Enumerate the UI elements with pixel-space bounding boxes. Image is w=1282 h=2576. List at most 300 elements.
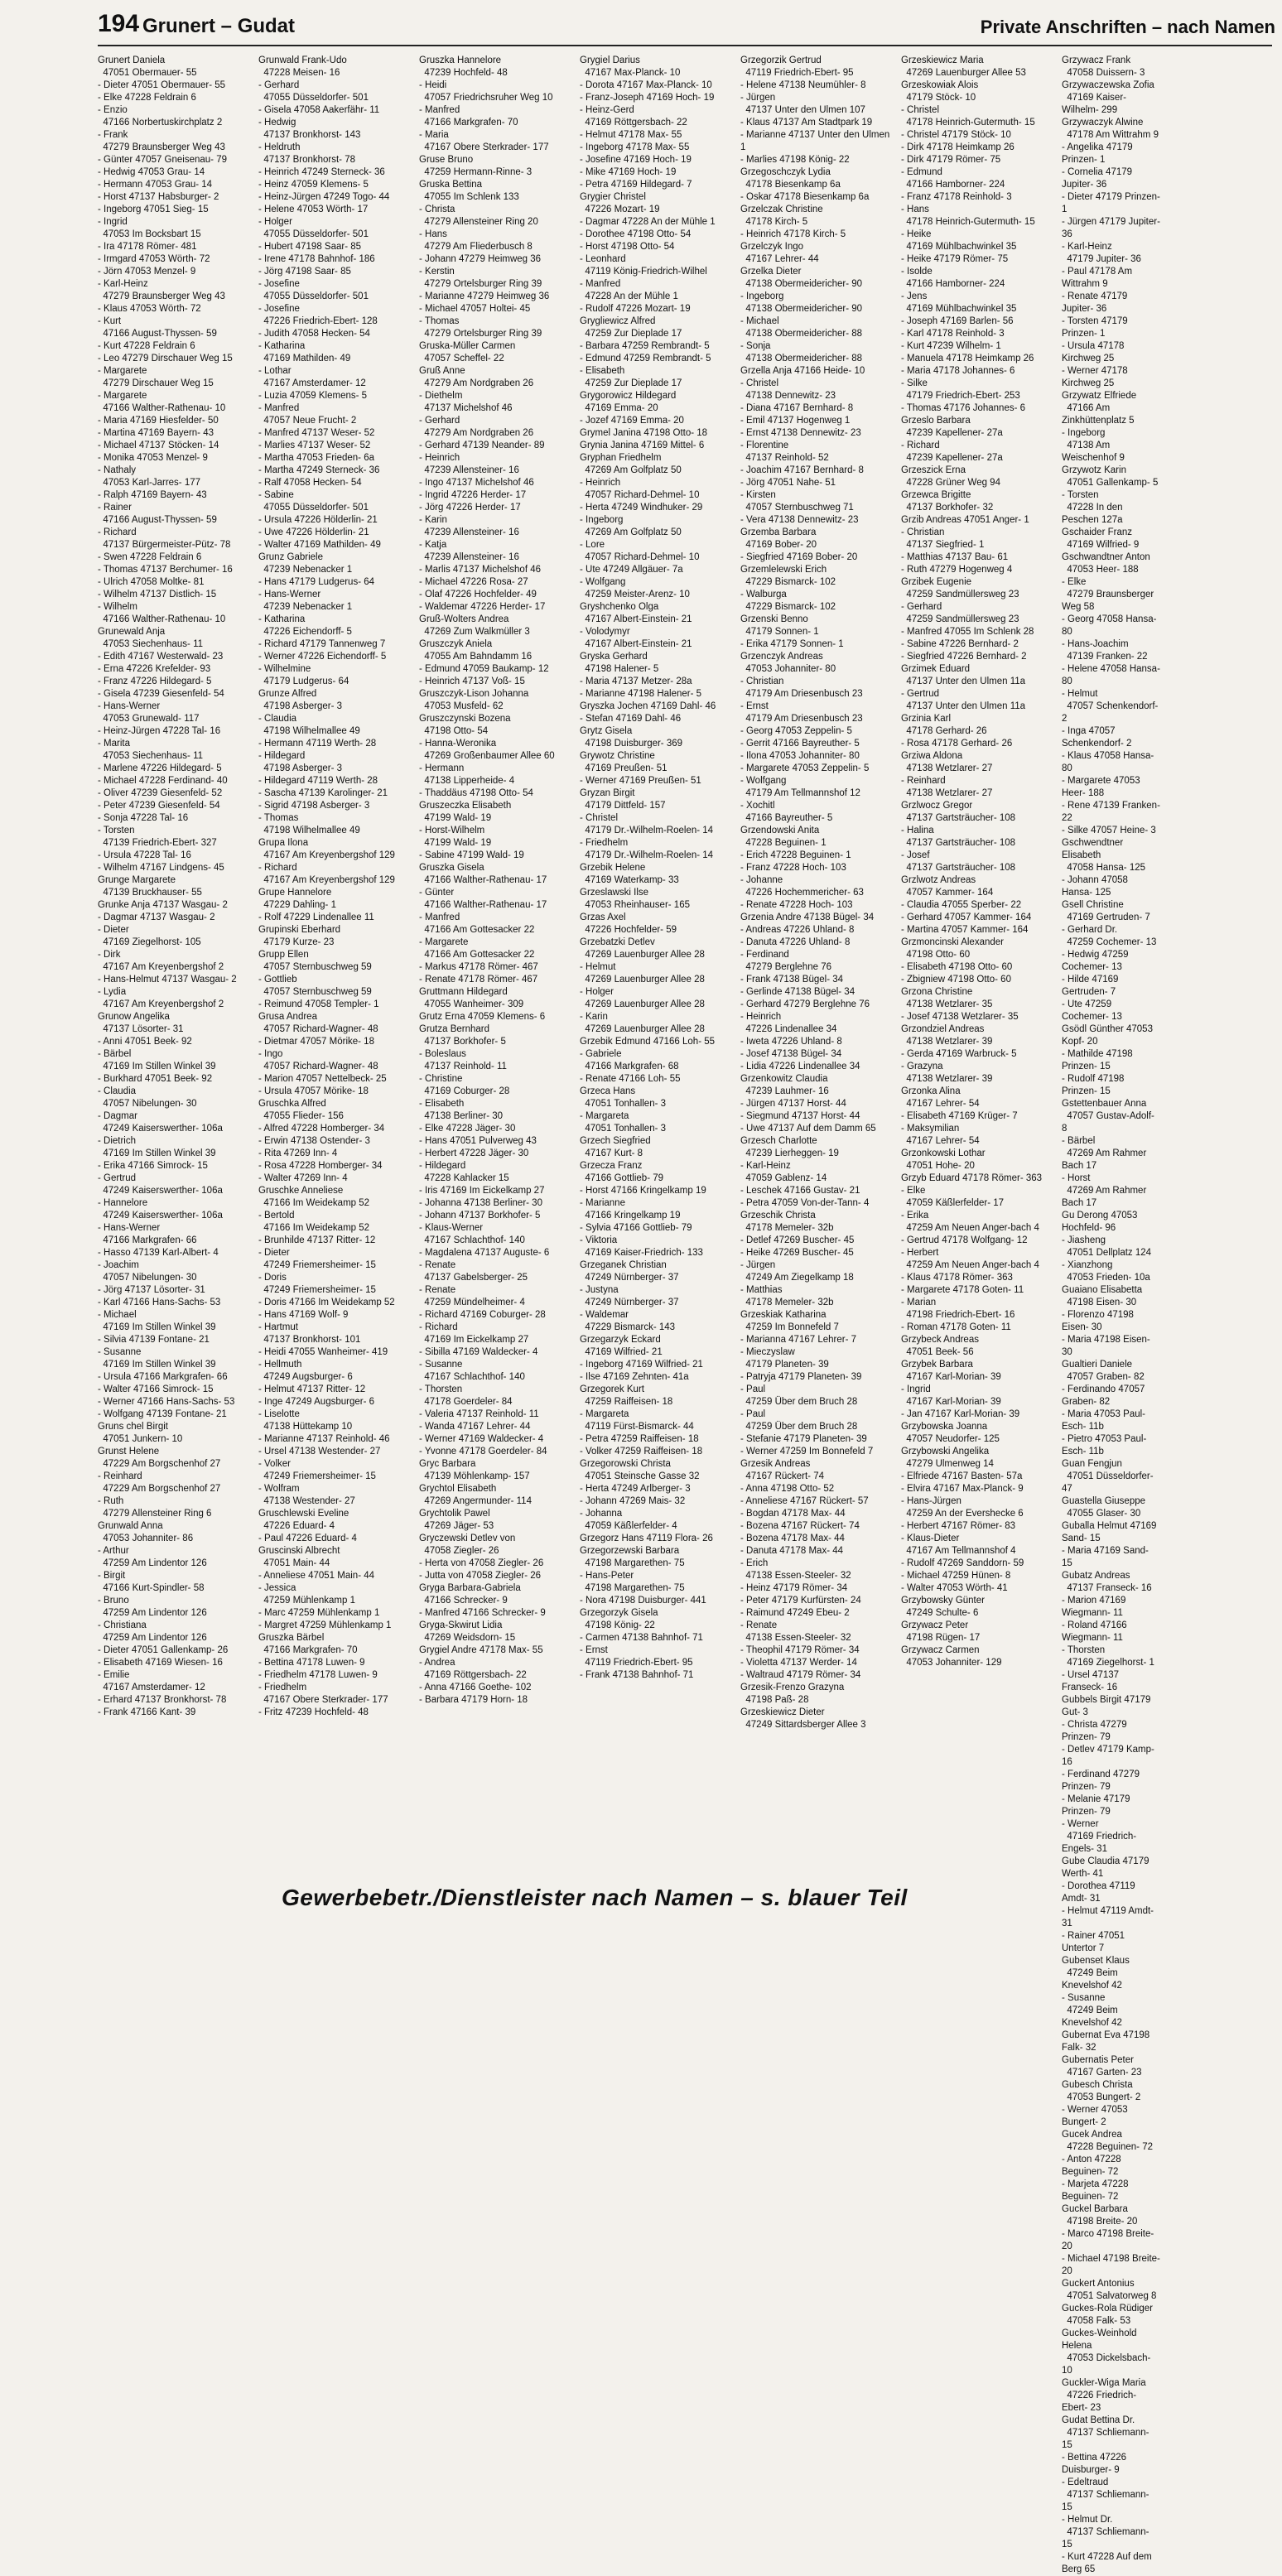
directory-entry: 47239 Allensteiner- 16	[419, 527, 519, 537]
directory-entry: 47057 Neue Frucht- 2	[258, 416, 357, 426]
directory-entry: - Ira 47178 Römer- 481	[98, 242, 197, 252]
directory-entry: 47249 Kaiserswerther- 106a	[98, 1211, 223, 1221]
directory-entry: Grunert Daniela	[98, 55, 166, 65]
directory-entry: - Dieter	[258, 1248, 290, 1258]
directory-entry: - Boleslaus	[419, 1049, 466, 1059]
directory-entry: Grusa Andrea	[258, 1012, 317, 1022]
directory-entry: 47279 Dirschauer Weg 15	[98, 378, 214, 388]
directory-entry: - Helene 47138 Neumühler- 8	[740, 80, 866, 90]
directory-entry: 47167 Rückert- 74	[740, 1471, 825, 1481]
directory-entry: - Heidi 47055 Wanheimer- 419	[258, 1347, 388, 1357]
column-2	[258, 55, 412, 1876]
directory-entry: - Werner 47178 Kirchweg 25	[1062, 366, 1130, 388]
directory-entry: 47259 Im Bonnefeld 7	[740, 1322, 839, 1332]
directory-entry: - Herbert	[901, 1248, 939, 1258]
directory-entry: 47226 Eduard- 4	[258, 1521, 335, 1531]
directory-entry: - Hildegard	[258, 751, 306, 761]
directory-entry: Guckes-Rola Rüdiger	[1062, 2304, 1153, 2314]
directory-entry: - Herta von 47058 Ziegler- 26	[419, 1558, 544, 1568]
directory-entry: Guckler-Wiga Maria	[1062, 2378, 1146, 2388]
directory-entry: - Ingeborg	[580, 515, 624, 525]
directory-entry: - Emil 47137 Hogenweg 1	[740, 416, 851, 426]
directory-entry: Grzybek Barbara	[901, 1360, 973, 1370]
directory-entry: 47259 Mündelheimer- 4	[419, 1298, 525, 1307]
directory-entry: 47169 Mathilden- 49	[258, 354, 351, 364]
directory-entry: Grzeskiewicz Dieter	[740, 1707, 825, 1717]
directory-entry: - Reimund 47058 Templer- 1	[258, 999, 379, 1009]
directory-entry: Guaiano Elisabetta	[1062, 1285, 1143, 1295]
directory-entry: 47178 Kirch- 5	[740, 217, 808, 227]
directory-entry: - Helmut 47137 Ritter- 12	[258, 1384, 366, 1394]
directory-entry: Grzywacz Carmen	[901, 1645, 980, 1655]
directory-entry: 47166 Markgrafen- 70	[419, 118, 518, 128]
directory-entry: - Bettina 47226 Duisburger- 9	[1062, 2453, 1130, 2475]
directory-entry: - Hedwig	[258, 118, 296, 128]
directory-entry: - Michael	[98, 1310, 137, 1320]
directory-entry: - Hartmut	[258, 1322, 298, 1332]
directory-entry: Grzywotz Karin	[1062, 465, 1126, 475]
directory-entry: Guastella Giuseppe	[1062, 1496, 1146, 1506]
directory-entry: - Maria 47169 Hiesfelder- 50	[98, 416, 219, 426]
directory-entry: 47137 Schliemann- 15	[1062, 2428, 1152, 2450]
directory-entry: 47169 Ziegelhorst- 105	[98, 937, 201, 947]
directory-entry: 47228 In den Peschen 127a	[1062, 503, 1125, 525]
directory-entry: 47179 Planeten- 39	[740, 1360, 829, 1370]
directory-entry: 47119 Fürst-Bismarck- 44	[580, 1422, 694, 1432]
directory-entry: - Silvia 47139 Fontane- 21	[98, 1335, 210, 1345]
directory-entry: - Jozef 47169 Emma- 20	[580, 416, 684, 426]
directory-entry: 47166 August-Thyssen- 59	[98, 515, 217, 525]
directory-entry: - Gabriele	[580, 1049, 622, 1059]
directory-entry: - Sonja	[740, 341, 771, 351]
directory-entry: Gruszczyk-Lison Johanna	[419, 689, 529, 699]
directory-entry: - Thomas 47176 Johannes- 6	[901, 403, 1026, 413]
directory-entry: Grzywacz Peter	[901, 1620, 969, 1630]
directory-entry: Grzonka Alina	[901, 1086, 961, 1096]
directory-entry: - Iris 47169 Im Eickelkamp 27	[419, 1186, 545, 1196]
directory-entry: 47167 Albert-Einstein- 21	[580, 614, 692, 624]
directory-entry: 47178 Heinrich-Gutermuth- 15	[901, 118, 1035, 128]
directory-entry: - Torsten 47179 Prinzen- 1	[1062, 316, 1130, 339]
directory-entry: - Susanne	[419, 1360, 463, 1370]
directory-entry: - Elfriede 47167 Basten- 57a	[901, 1471, 1023, 1481]
directory-entry: 47057 Gustav-Adolf- 8	[1062, 1111, 1158, 1134]
directory-entry: Gruscinski Albrecht	[258, 1546, 340, 1556]
directory-entry: 47167 Amsterdamer- 12	[258, 378, 366, 388]
directory-entry: - Xianzhong	[1062, 1260, 1113, 1270]
directory-entry: - Bruno	[98, 1596, 129, 1606]
directory-entry: 47269 Lauenburger Allee 53	[901, 68, 1026, 78]
directory-entry: - Hans-Peter	[580, 1571, 634, 1581]
directory-entry: - Gerhard	[901, 602, 942, 612]
directory-entry: - Franz 47228 Hoch- 103	[740, 863, 846, 873]
directory-entry: - Heinz-Jürgen 47228 Tal- 16	[98, 726, 221, 736]
directory-entry: 47228 Beguinen- 1	[740, 838, 827, 848]
directory-entry: Grzywaczyk Alwine	[1062, 118, 1144, 128]
directory-entry: - Lothar	[258, 366, 292, 376]
directory-entry: - Maria 47053 Paul-Esch- 11b	[1062, 1409, 1145, 1432]
directory-entry: Grygiel Darius	[580, 55, 640, 65]
directory-entry: 47239 Allensteiner- 16	[419, 552, 519, 562]
directory-entry: 47137 Bronkhorst- 143	[258, 130, 361, 140]
directory-entry: - Jürgen	[740, 93, 776, 103]
directory-entry: - Erika 47166 Simrock- 15	[98, 1161, 208, 1171]
directory-entry: - Judith 47058 Hecken- 54	[258, 329, 370, 339]
directory-entry: 47057 Graben- 82	[1062, 1372, 1145, 1382]
directory-entry: - Heike	[901, 229, 932, 239]
directory-entry: - Jürgen 47179 Jupiter- 36	[1062, 217, 1164, 239]
directory-entry: - Emilie	[98, 1670, 130, 1680]
directory-entry: 47249 Friemersheimer- 15	[258, 1285, 376, 1295]
directory-entry: 47169 Im Eickelkamp 27	[419, 1335, 529, 1345]
directory-entry: 47169 Röttgersbach- 22	[580, 118, 687, 128]
directory-entry: - Nora 47198 Duisburger- 441	[580, 1596, 706, 1606]
directory-entry: - Heinrich 47137 Voß- 15	[419, 677, 525, 686]
directory-entry: 47058 Hansa- 125	[1062, 863, 1146, 873]
directory-entry: - Maria	[419, 130, 449, 140]
directory-entry: Gruschlewski Eveline	[258, 1509, 349, 1519]
directory-entry: - Gerhard 47139 Neander- 89	[419, 441, 545, 450]
directory-entry: - Leonhard	[580, 254, 626, 264]
directory-entry: 47198 Margarethen- 75	[580, 1583, 685, 1593]
directory-entry: - Oliver 47239 Giesenfeld- 52	[98, 788, 223, 798]
directory-entry: - Heinrich	[580, 478, 621, 488]
directory-entry: 47139 Möhlenkamp- 157	[419, 1471, 530, 1481]
directory-entry: - Andrea	[419, 1658, 455, 1668]
directory-entry: Grunst Helene	[98, 1447, 160, 1457]
directory-entry: Gu Derong 47053 Hochfeld- 96	[1062, 1211, 1140, 1233]
directory-entry: 47169 Ziegelhorst- 1	[1062, 1658, 1154, 1668]
directory-entry: - Dirk 47179 Römer- 75	[901, 155, 1001, 165]
directory-entry: 47249 Kaiserswerther- 106a	[98, 1186, 223, 1196]
directory-entry: Grzelczak Christine	[740, 205, 823, 214]
directory-entry: - Petra 47259 Raiffeisen- 18	[580, 1434, 699, 1444]
directory-entry: Grutz Erna 47059 Klemens- 6	[419, 1012, 546, 1022]
directory-entry: - Hedwig 47259 Cochemer- 13	[1062, 950, 1131, 972]
directory-entry: 47169 Kaiser-Friedrich- 133	[580, 1248, 703, 1258]
directory-entry: - Marlene 47226 Hildegard- 5	[98, 763, 222, 773]
directory-entry: - Fritz 47239 Hochfeld- 48	[258, 1707, 369, 1717]
directory-entry: 47137 Schliemann- 15	[1062, 2490, 1152, 2512]
directory-entry: 47057 Sternbuschweg 59	[258, 987, 372, 997]
directory-entry: - Marianne 47279 Heimweg 36	[419, 291, 550, 301]
directory-entry: - Manfred	[258, 403, 300, 413]
directory-entry: - Inge 47249 Augsburger- 6	[258, 1397, 375, 1407]
directory-entry: - Dietrich	[98, 1136, 137, 1146]
directory-entry: - Klaus 47058 Hansa- 80	[1062, 751, 1157, 773]
directory-entry: - Ferdinando 47057 Graben- 82	[1062, 1384, 1148, 1407]
directory-entry: - Thorsten	[1062, 1645, 1106, 1655]
directory-entry: 47138 Obermeidericher- 90	[740, 304, 863, 314]
directory-entry: 47137 Bürgermeister-Pütz- 78	[98, 540, 231, 550]
directory-entry: - Sabine 47199 Wald- 19	[419, 850, 524, 860]
directory-entry: Grymel Janina 47198 Otto- 18	[580, 428, 708, 438]
directory-entry: - Erika 47179 Sonnen- 1	[740, 639, 844, 649]
directory-entry: - Paul 47178 Am Wittrahm 9	[1062, 267, 1135, 289]
directory-entry: Gruszka Bärbel	[258, 1633, 325, 1643]
directory-entry: 47169 Bober- 20	[740, 540, 817, 550]
directory-entry: - Martina 47169 Bayern- 43	[98, 428, 214, 438]
directory-entry: - Ernst	[740, 701, 769, 711]
directory-entry: 47138 Am Weischenhof 9	[1062, 441, 1125, 463]
directory-entry: - Rudolf 47226 Mozart- 19	[580, 304, 691, 314]
directory-entry: 47259 Am Lindentor 126	[98, 1608, 207, 1618]
directory-entry: - Florenzo 47198 Eisen- 30	[1062, 1310, 1137, 1332]
directory-entry: 47137 Bronkhorst- 101	[258, 1335, 361, 1345]
directory-entry: 47198 Otto- 54	[419, 726, 489, 736]
directory-entry: 47249 Nürnberger- 37	[580, 1298, 679, 1307]
directory-entry: 47239 Nebenacker 1	[258, 602, 353, 612]
directory-entry: 47279 Ortelsburger Ring 39	[419, 329, 542, 339]
directory-entry: - Siegmund 47137 Horst- 44	[740, 1111, 860, 1121]
directory-entry: 47169 Coburger- 28	[419, 1086, 510, 1096]
directory-entry: 47249 Friemersheimer- 15	[258, 1260, 376, 1270]
directory-entry: 47167 Karl-Morian- 39	[901, 1372, 1001, 1382]
directory-entry: - Markus 47178 Römer- 467	[419, 962, 538, 972]
directory-entry: - Walburga	[740, 590, 787, 599]
directory-entry: 47055 Düsseldorfer- 501	[258, 229, 369, 239]
directory-entry: Gubbels Birgit 47179 Gut- 3	[1062, 1695, 1154, 1717]
directory-entry: - Marianne 47137 Unter den Ulmen 1	[740, 130, 893, 152]
directory-entry: Gruska-Müller Carmen	[419, 341, 516, 351]
directory-entry: Gualtieri Daniele	[1062, 1360, 1133, 1370]
directory-entry: Grygliewicz Alfred	[580, 316, 656, 326]
directory-entry: - Hans	[901, 205, 929, 214]
directory-entry: 47053 Johanniter- 86	[98, 1534, 194, 1543]
directory-entry: - Thorsten	[419, 1384, 463, 1394]
directory-entry: 47269 Großenbaumer Allee 60	[419, 751, 555, 761]
directory-entry: 47179 Stöck- 10	[901, 93, 976, 103]
directory-entry: - Dirk	[98, 950, 121, 960]
directory-entry: - Hedwig 47053 Grau- 14	[98, 167, 205, 177]
directory-entry: - Heinrich	[419, 453, 460, 463]
directory-entry: 47137 Borkhofer- 5	[419, 1037, 506, 1047]
directory-entry: - Ursel 47137 Franseck- 16	[1062, 1670, 1122, 1692]
directory-entry: 47269 Lauenburger Allee 28	[580, 975, 705, 985]
directory-entry: - Johann 47058 Hansa- 125	[1062, 875, 1131, 898]
directory-entry: - Jessica	[258, 1583, 296, 1593]
directory-entry: Grygier Christel	[580, 192, 646, 202]
directory-entry: 47139 Franken- 22	[1062, 652, 1148, 662]
directory-entry: Grzeschik Christa	[740, 1211, 816, 1221]
directory-entry: - Waltraud 47179 Römer- 34	[740, 1670, 861, 1680]
directory-entry: Grzyb Eduard 47178 Römer- 363	[901, 1173, 1043, 1183]
directory-entry: 47057 Nibelungen- 30	[98, 1273, 197, 1283]
directory-entry: Grunz Gabriele	[258, 552, 323, 562]
directory-entry: - Anna 47198 Otto- 52	[740, 1484, 835, 1494]
directory-entry: - Walter 47166 Simrock- 15	[98, 1384, 214, 1394]
directory-entry: - Franz 47178 Reinhold- 3	[901, 192, 1012, 202]
directory-entry: - Katja	[419, 540, 447, 550]
directory-entry: - Bettina 47178 Luwen- 9	[258, 1658, 365, 1668]
directory-entry: - Johann 47137 Borkhofer- 5	[419, 1211, 541, 1221]
directory-entry: 47138 Berliner- 30	[419, 1111, 504, 1121]
directory-entry: Gruttmann Hildegard	[419, 987, 508, 997]
directory-entry: - Werner	[1062, 1819, 1099, 1829]
directory-entry: - Edeltraud	[1062, 2477, 1109, 2487]
directory-entry: 47166 Walther-Rathenau- 10	[98, 614, 226, 624]
directory-entry: - Gerhard	[419, 416, 460, 426]
directory-entry: 47249 Augsburger- 6	[258, 1372, 353, 1382]
directory-entry: 47166 Walther-Rathenau- 17	[419, 900, 547, 910]
directory-entry: - Wilhelm	[98, 602, 137, 612]
directory-entry: - Helene 47058 Hansa- 80	[1062, 664, 1164, 686]
directory-entry: - Erhard 47137 Bronkhorst- 78	[98, 1695, 227, 1705]
directory-entry: - Swen 47228 Feldrain 6	[98, 552, 202, 562]
directory-entry: 47249 Schulte- 6	[901, 1608, 979, 1618]
directory-entry: 47269 Zum Walkmüller 3	[419, 627, 530, 637]
directory-entry: 47058 Falk- 53	[1062, 2316, 1131, 2326]
directory-entry: - Werner 47166 Hans-Sachs- 53	[98, 1397, 235, 1407]
directory-entry: 47229 Bismarck- 102	[740, 602, 836, 612]
directory-entry: - Pietro 47053 Paul-Esch- 11b	[1062, 1434, 1147, 1457]
directory-entry: Gruß Anne	[419, 366, 465, 376]
directory-entry: 47249 Beim Knevelshof 42	[1062, 1968, 1122, 1991]
directory-entry: Guckes-Weinhold Helena	[1062, 2328, 1140, 2351]
directory-entry: - Bärbel	[98, 1049, 132, 1059]
directory-entry: Gsell Christine	[1062, 900, 1124, 910]
directory-entry: - Marlies 47137 Weser- 52	[258, 441, 371, 450]
directory-entry: 47057 Scheffel- 22	[419, 354, 504, 364]
directory-entry: Grzeslo Barbara	[901, 416, 971, 426]
directory-entry: 47169 Mühlbachwinkel 35	[901, 242, 1017, 252]
directory-entry: Gruszczyk Aniela	[419, 639, 493, 649]
directory-entry: - Danuta 47226 Uhland- 8	[740, 937, 851, 947]
directory-entry: - Claudia	[98, 1086, 137, 1096]
directory-entry: 47279 Ulmenweg 14	[901, 1459, 994, 1469]
directory-entry: - Sigrid 47198 Asberger- 3	[258, 801, 370, 811]
directory-entry: - Klaus-Werner	[419, 1223, 484, 1233]
directory-entry: Grzimek Eduard	[901, 664, 971, 674]
directory-entry: - Manfred 47166 Schrecker- 9	[419, 1608, 546, 1618]
directory-entry: - Ingrid	[901, 1384, 931, 1394]
directory-entry: 47166 Am Gottesacker 22	[419, 925, 535, 935]
directory-entry: - Rudolf 47198 Prinzen- 15	[1062, 1074, 1127, 1096]
directory-entry: - Dorothea 47119 Amdt- 31	[1062, 1881, 1138, 1904]
directory-entry: 47179 Dittfeld- 157	[580, 801, 666, 811]
directory-entry: 47055 Im Schlenk 133	[419, 192, 519, 202]
directory-entry: Gschaider Franz	[1062, 527, 1133, 537]
directory-entry: 47228 An der Mühle 1	[580, 291, 678, 301]
directory-entry: - Reinhard	[901, 776, 946, 786]
directory-entry: - Peter 47239 Giesenfeld- 54	[98, 801, 220, 811]
directory-entry: - Leschek 47166 Gustav- 21	[740, 1186, 860, 1196]
directory-entry: - Maria 47198 Eisen- 30	[1062, 1335, 1153, 1357]
column-5	[740, 55, 894, 1876]
directory-entry: - Vera 47138 Dennewitz- 23	[740, 515, 859, 525]
directory-entry: - Walter 47169 Mathilden- 49	[258, 540, 381, 550]
directory-entry: 47198 Rügen- 17	[901, 1633, 981, 1643]
directory-entry: - Edith 47167 Westerwald- 23	[98, 652, 224, 662]
directory-entry: - Kurt 47228 Auf dem Berg 65	[1062, 2552, 1154, 2574]
directory-entry: 47057 Richard-Dehmel- 10	[580, 552, 700, 562]
directory-entry: - Michael 47137 Stöcken- 14	[98, 441, 219, 450]
directory-entry: 47137 Bronkhorst- 78	[258, 155, 355, 165]
directory-entry: 47053 Rheinhauser- 165	[580, 900, 690, 910]
directory-entry: 47166 Am Zinkhüttenplatz 5	[1062, 403, 1135, 426]
directory-entry: - Diethelm	[419, 391, 463, 401]
directory-entry: 47198 Breite- 20	[1062, 2217, 1138, 2227]
directory-entry: Grzesch Charlotte	[740, 1136, 817, 1146]
directory-entry: - Ralf 47058 Hecken- 54	[258, 478, 362, 488]
directory-entry: Gruszka Gisela	[419, 863, 484, 873]
directory-entry: 47269 Am Golfplatz 50	[580, 465, 682, 475]
directory-entry: 47279 Braunsberger Weg 58	[1062, 590, 1157, 612]
directory-entry: - Ilse 47169 Zehnten- 41a	[580, 1372, 689, 1382]
directory-entry: - Reinhard	[98, 1471, 142, 1481]
directory-entry: - Helene 47053 Wörth- 17	[258, 205, 369, 214]
directory-entry: Grunwald Anna	[98, 1521, 163, 1531]
directory-entry: - Katharina	[258, 614, 306, 624]
directory-entry: 47259 Cochemer- 13	[1062, 937, 1157, 947]
directory-entry: 47226 Hochfelder- 59	[580, 925, 677, 935]
directory-entry: - Hans 47169 Wolf- 9	[258, 1310, 349, 1320]
directory-entry: - Werner 47259 Im Bonnefeld 7	[740, 1447, 874, 1457]
section-title: Private Anschriften – nach Namen	[980, 17, 1275, 37]
directory-entry: Grutza Bernhard	[419, 1024, 490, 1034]
directory-entry: - Josefine	[258, 279, 300, 289]
directory-entry: - Günter	[419, 888, 455, 898]
directory-entry: - Ursula 47228 Tal- 16	[98, 850, 191, 860]
directory-entry: - Rainer 47051 Untertor 7	[1062, 1931, 1128, 1953]
directory-entry: - Volker 47259 Raiffeisen- 18	[580, 1447, 703, 1457]
directory-entry: - Elke 47228 Jäger- 30	[419, 1124, 516, 1134]
directory-entry: 47138 Lipperheide- 4	[419, 776, 515, 786]
directory-entry: 47167 Obere Sterkrader- 177	[419, 142, 549, 152]
directory-entry: - Franz-Joseph 47169 Hoch- 19	[580, 93, 715, 103]
directory-entry: - Jiasheng	[1062, 1235, 1106, 1245]
directory-entry: 47137 Unter den Ulmen 11a	[901, 701, 1026, 711]
directory-entry: Grupe Hannelore	[258, 888, 332, 898]
directory-entry: - Holger	[258, 217, 292, 227]
directory-entry: 47179 Kurze- 23	[258, 937, 335, 947]
directory-entry: Grzonkowski Lothar	[901, 1148, 986, 1158]
column-1	[98, 55, 252, 1876]
directory-entry: - Jörg 47051 Nahe- 51	[740, 478, 836, 488]
directory-entry: - Gerhard Dr.	[1062, 925, 1118, 935]
directory-entry: Gsödl Günther 47053 Kopf- 20	[1062, 1024, 1156, 1047]
directory-entry: 47198 Eisen- 30	[1062, 1298, 1137, 1307]
directory-entry: - Dieter	[98, 925, 129, 935]
directory-entry: 47057 Friedrichsruher Weg 10	[419, 93, 553, 103]
directory-entry: 47051 Hohe- 20	[901, 1161, 975, 1171]
directory-entry: - Karl 47166 Hans-Sachs- 53	[98, 1298, 221, 1307]
directory-entry: - Christa 47279 Prinzen- 79	[1062, 1720, 1130, 1742]
directory-entry: Grziwa Aldona	[901, 751, 963, 761]
directory-entry: - Heike 47179 Römer- 75	[901, 254, 1009, 264]
directory-entry: 47137 Franseck- 16	[1062, 1583, 1152, 1593]
directory-entry: 47053 Siechenhaus- 11	[98, 639, 204, 649]
directory-entry: - Friedhelm 47178 Luwen- 9	[258, 1670, 378, 1680]
directory-entry: - Lidia 47226 Lindenallee 34	[740, 1062, 860, 1071]
directory-entry: - Hellmuth	[258, 1360, 302, 1370]
directory-entry: - Thomas	[419, 316, 460, 326]
directory-entry: Grzinia Karl	[901, 714, 952, 724]
directory-entry: 47137 Gabelsberger- 25	[419, 1273, 528, 1283]
directory-entry: Grzybowska Joanna	[901, 1422, 988, 1432]
directory-entry: 47226 Eichendorff- 5	[258, 627, 352, 637]
directory-entry: - Magdalena 47137 Auguste- 6	[419, 1248, 550, 1258]
directory-entry: - Ingo	[258, 1049, 283, 1059]
directory-entry: 47166 Markgrafen- 70	[258, 1645, 358, 1655]
directory-entry: - Ernst 47138 Dennewitz- 23	[740, 428, 861, 438]
directory-entry: Grzybowski Angelika	[901, 1447, 990, 1457]
directory-entry: 47279 Am Fliederbusch 8	[419, 242, 533, 252]
directory-entry: 47119 Friedrich-Ebert- 95	[740, 68, 854, 78]
directory-entry: Grzenkowitz Claudia	[740, 1074, 828, 1084]
directory-entry: 47055 Düsseldorfer- 501	[258, 503, 369, 513]
directory-entry: - Johanne	[740, 875, 783, 885]
